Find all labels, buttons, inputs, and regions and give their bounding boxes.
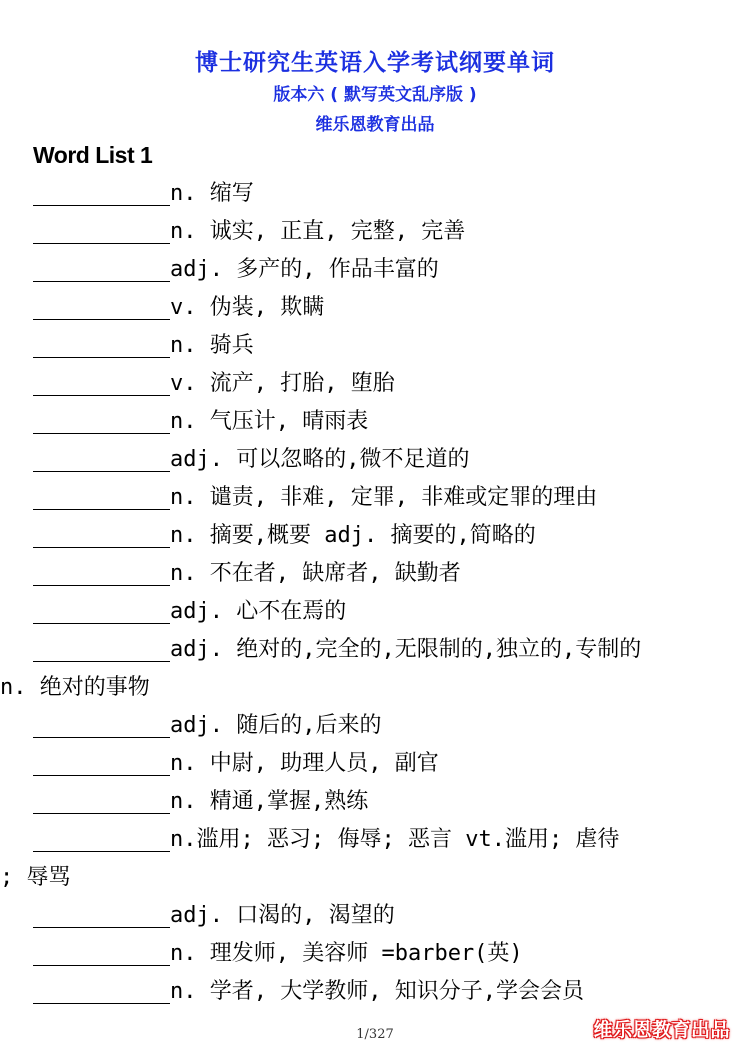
word-definition-continuation: n. 绝对的事物 — [0, 675, 150, 700]
word-definition: n. 理发师, 美容师 =barber(英) — [170, 941, 523, 966]
word-entry — [33, 707, 723, 745]
word-entry — [33, 517, 723, 555]
word-definition: n. 学者, 大学教师, 知识分子,学会会员 — [170, 979, 584, 1004]
word-definition: adj. 可以忽略的,微不足道的 — [170, 447, 470, 472]
word-entry — [33, 289, 723, 327]
word-definition: adj. 心不在焉的 — [170, 599, 347, 624]
answer-blank[interactable] — [33, 479, 170, 510]
answer-blank[interactable] — [33, 745, 170, 776]
word-entry — [33, 365, 723, 403]
word-entry — [33, 593, 723, 631]
word-definition: n. 精通,掌握,熟练 — [170, 789, 369, 814]
word-entry — [33, 251, 723, 289]
word-entry — [33, 783, 723, 821]
word-definition: adj. 多产的, 作品丰富的 — [170, 257, 439, 282]
word-entry — [33, 821, 723, 859]
word-definition: n. 摘要,概要 adj. 摘要的,简略的 — [170, 523, 536, 548]
answer-blank[interactable] — [33, 327, 170, 358]
answer-blank[interactable] — [33, 555, 170, 586]
word-definition: n. 骑兵 — [170, 333, 254, 358]
document-title: 博士研究生英语入学考试纲要单词 — [195, 50, 555, 76]
answer-blank[interactable] — [33, 707, 170, 738]
word-entry — [33, 327, 723, 365]
word-definition: n. 中尉, 助理人员, 副官 — [170, 751, 439, 776]
word-entries — [0, 175, 723, 1011]
word-entry — [33, 897, 723, 935]
word-definition: v. 流产, 打胎, 堕胎 — [170, 371, 395, 396]
word-entry — [33, 479, 723, 517]
answer-blank[interactable] — [33, 631, 170, 662]
word-definition: adj. 口渴的, 渴望的 — [170, 903, 395, 928]
answer-blank[interactable] — [33, 213, 170, 244]
document-subtitle: 版本六 ( 默写英文乱序版 ) — [273, 85, 477, 105]
page-number: 1/327 — [356, 1027, 394, 1042]
word-definition: adj. 绝对的,完全的,无限制的,独立的,专制的 — [170, 637, 642, 662]
word-definition: adj. 随后的,后来的 — [170, 713, 382, 738]
word-entry — [33, 555, 723, 593]
answer-blank[interactable] — [33, 441, 170, 472]
answer-blank[interactable] — [33, 935, 170, 966]
answer-blank[interactable] — [33, 783, 170, 814]
answer-blank[interactable] — [33, 973, 170, 1004]
answer-blank[interactable] — [33, 593, 170, 624]
word-definition-continuation: ; 辱骂 — [0, 865, 71, 890]
answer-blank[interactable] — [33, 365, 170, 396]
word-entry — [33, 441, 723, 479]
word-entry — [33, 175, 723, 213]
word-definition: n. 不在者, 缺席者, 缺勤者 — [170, 561, 461, 586]
word-definition: n. 诚实, 正直, 完整, 完善 — [170, 219, 466, 244]
word-entry — [33, 403, 723, 441]
document-publisher: 维乐恩教育出品 — [315, 115, 435, 135]
word-entry — [33, 973, 723, 1011]
word-definition: n. 气压计, 晴雨表 — [170, 409, 369, 434]
answer-blank[interactable] — [33, 175, 170, 206]
answer-blank[interactable] — [33, 289, 170, 320]
word-definition: v. 伪装, 欺瞒 — [170, 295, 325, 320]
answer-blank[interactable] — [33, 251, 170, 282]
word-list-title: Word List 1 — [33, 142, 153, 168]
answer-blank[interactable] — [33, 897, 170, 928]
word-definition: n. 谴责, 非难, 定罪, 非难或定罪的理由 — [170, 485, 598, 510]
answer-blank[interactable] — [33, 517, 170, 548]
word-entry — [33, 745, 723, 783]
answer-blank[interactable] — [33, 403, 170, 434]
answer-blank[interactable] — [33, 821, 170, 852]
word-entry — [33, 213, 723, 251]
word-definition: n. 缩写 — [170, 181, 254, 206]
word-definition: n.滥用; 恶习; 侮辱; 恶言 vt.滥用; 虐待 — [170, 827, 620, 852]
word-entry — [33, 631, 723, 669]
watermark: 维乐恩教育出品 — [593, 1019, 730, 1041]
word-entry — [33, 935, 723, 973]
